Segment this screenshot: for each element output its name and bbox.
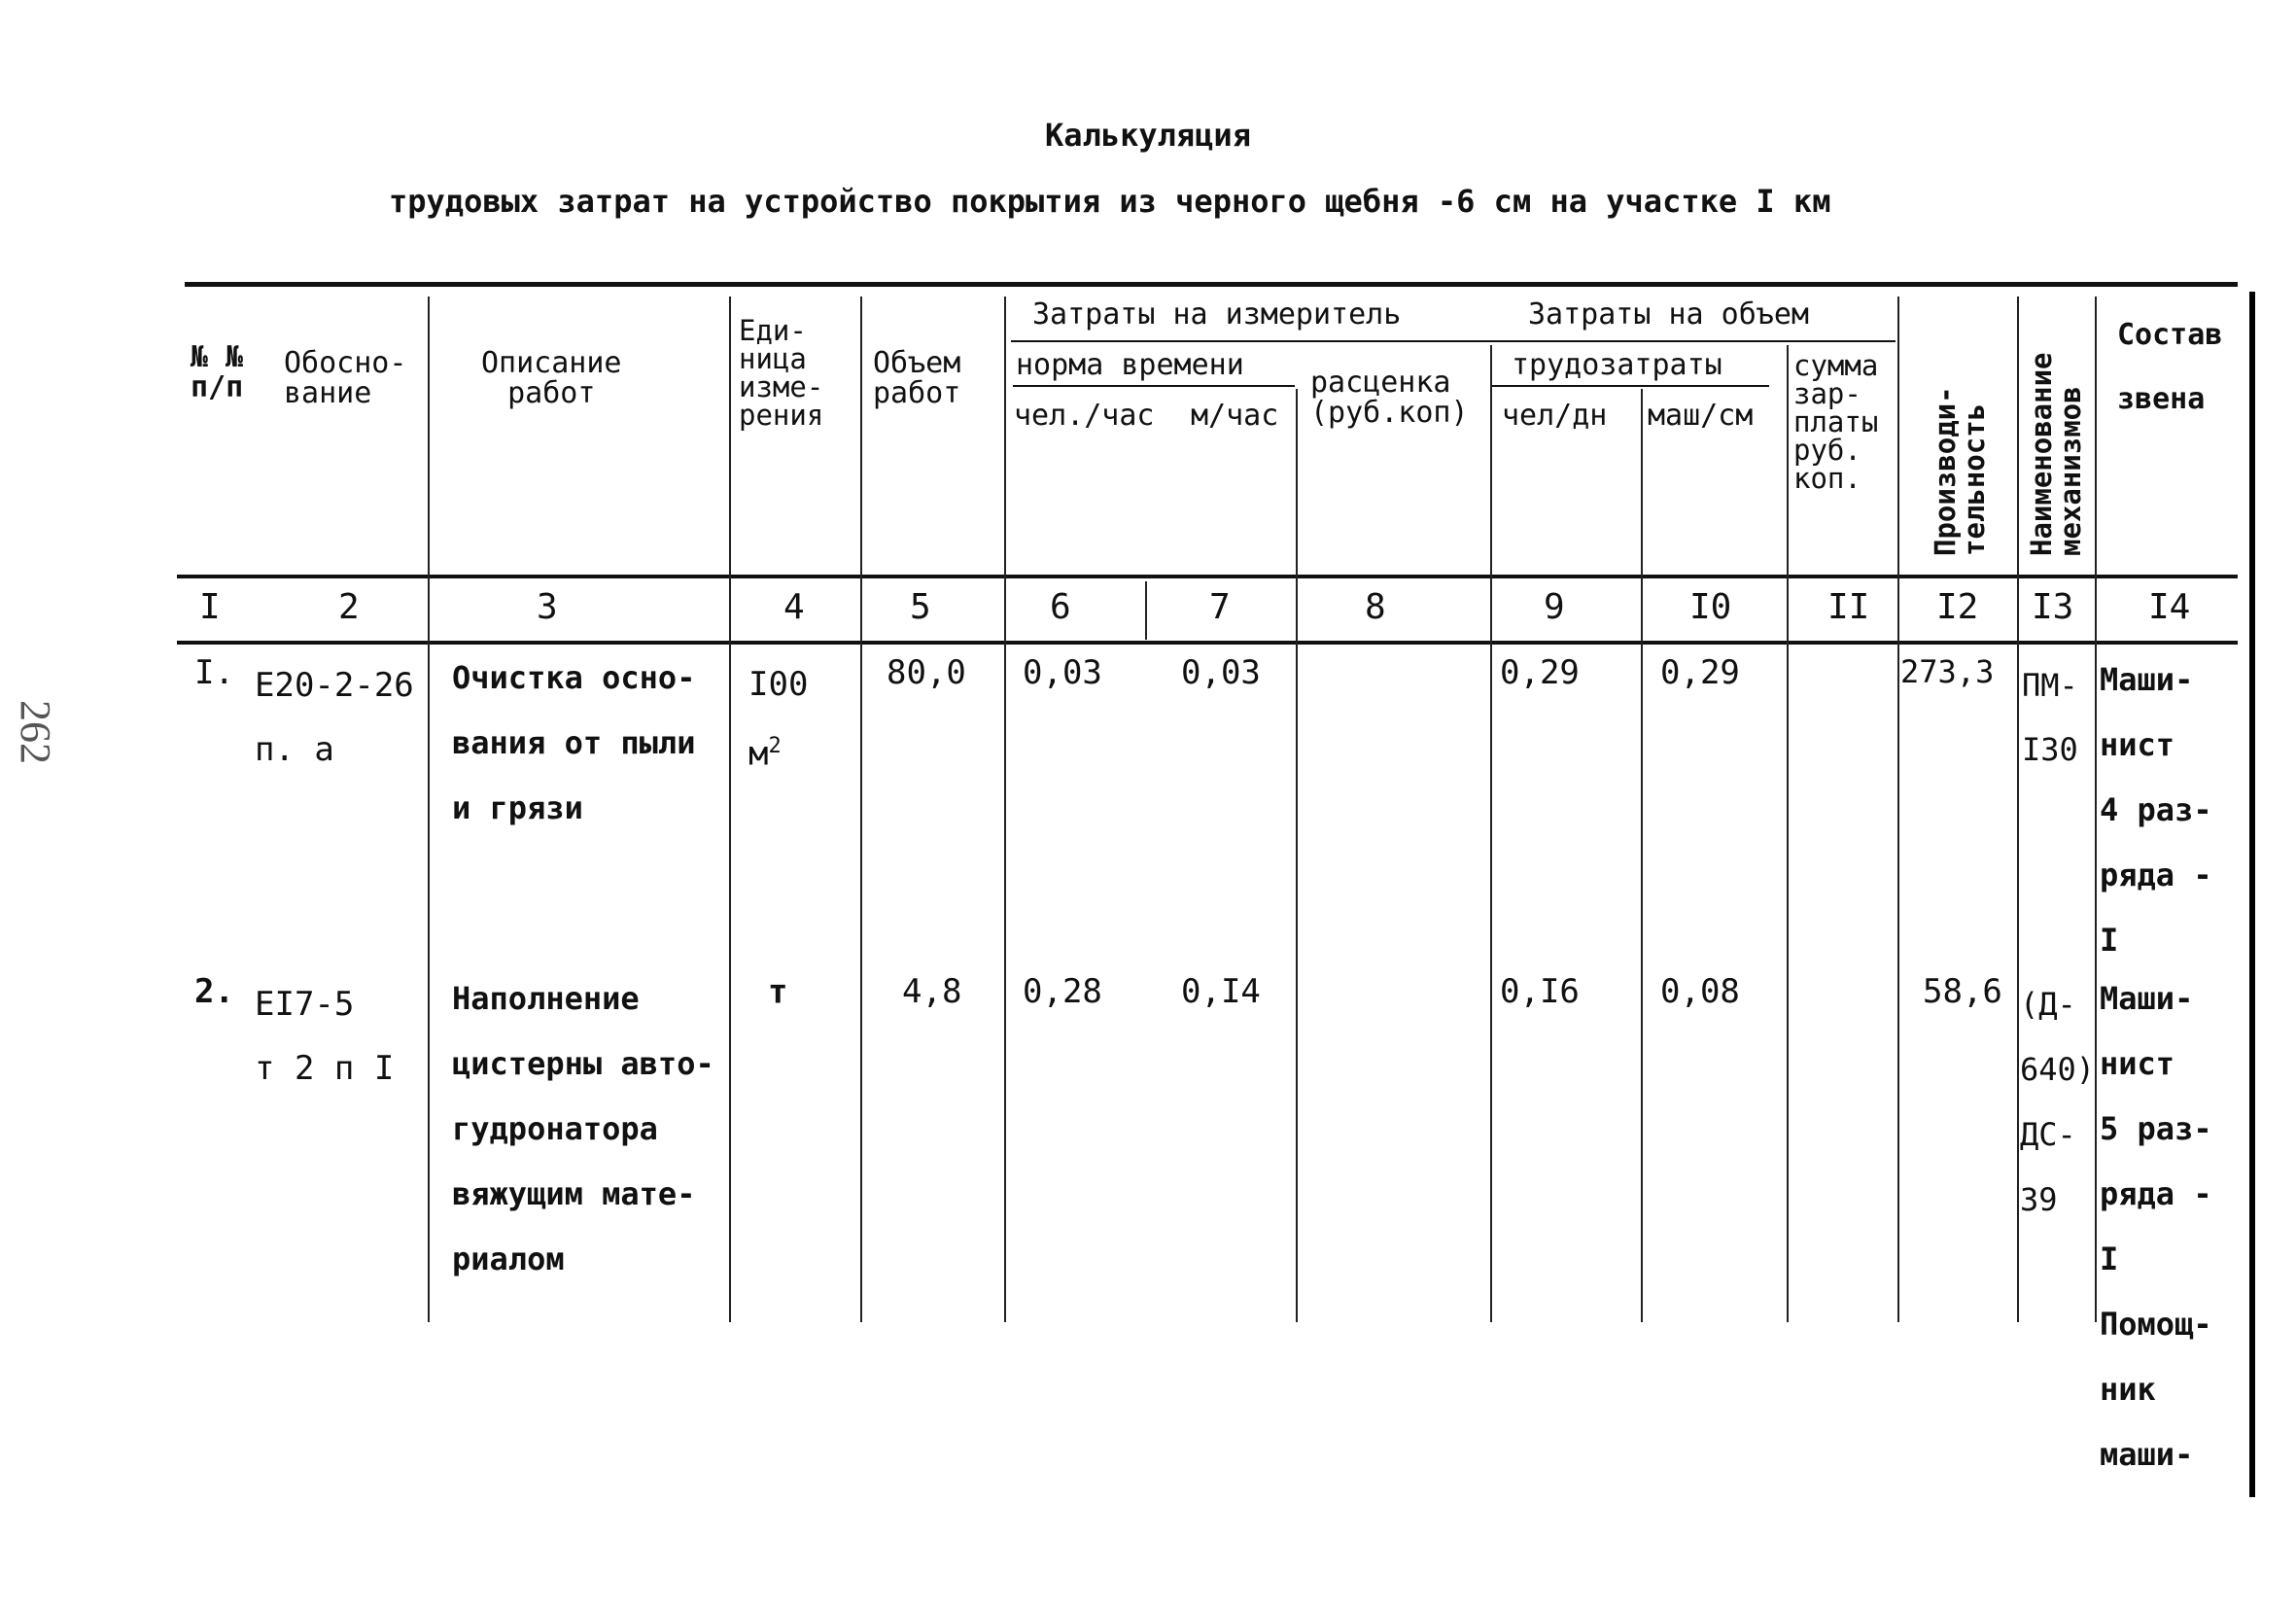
header-machine-shifts: маш/см (1648, 399, 1754, 433)
header-labor: трудозатраты (1512, 348, 1722, 382)
row-productivity: 273,3 (1900, 653, 1995, 690)
colnum-11: II (1827, 587, 1870, 627)
row-crew: Маши- нист 4 раз- ряда - I (2100, 661, 2212, 959)
row-number: I. (194, 653, 234, 692)
table-right-edge (2249, 292, 2255, 1497)
header-man-days: чел/дн (1502, 399, 1608, 433)
col-divider-13 (2017, 297, 2019, 1322)
col-divider-7 (1145, 581, 1147, 640)
colnum-12: I2 (1936, 587, 1979, 627)
colnum-10: I0 (1689, 587, 1732, 627)
row-volume: 80,0 (887, 653, 966, 692)
col-divider-10 (1641, 389, 1643, 1322)
row-mechanism: (Д- 640) ДС- 39 (2020, 986, 2096, 1218)
row-basis: Е20-2-26 п. а (255, 666, 414, 769)
header-row-number: № № п/п (191, 340, 244, 404)
colnum-6: 6 (1050, 587, 1071, 627)
colnum-2: 2 (338, 587, 360, 627)
col-divider-9 (1490, 345, 1492, 1322)
colnum-14: I4 (2148, 587, 2191, 627)
col-divider-3 (428, 297, 430, 1322)
header-unit: Еди- ница изме- рения (739, 314, 824, 432)
row-man-days: 0,29 (1500, 653, 1580, 692)
numbers-bottom-rule (177, 641, 2238, 645)
norm-time-rule (1013, 385, 1295, 387)
row-description: Наполнение цистерны авто- гудронатора вяжущим мате- риалом (452, 980, 714, 1277)
margin-page-number: 262 (12, 700, 59, 764)
col-divider-5 (860, 297, 862, 1322)
row-man-hour: 0,28 (1023, 972, 1102, 1011)
row-machine-hour: 0,03 (1181, 653, 1261, 692)
document-subtitle: трудовых затрат на устройство покрытия из черного щебня -6 см на участке I км (389, 183, 1831, 220)
header-rate: расценка (руб.коп) (1310, 366, 1469, 430)
row-basis: ЕI7-5 т 2 п I (255, 985, 395, 1088)
row-unit: I00 $м^2$ (748, 665, 809, 774)
col-divider-4 (729, 297, 731, 1322)
header-man-hour: чел./час (1014, 399, 1155, 433)
volume-group-rule (1492, 340, 1896, 342)
colnum-8: 8 (1365, 587, 1386, 627)
header-measure-group: Затраты на измеритель (1032, 297, 1402, 332)
header-wage-sum: сумма зар- платы руб. коп. (1793, 349, 1879, 495)
colnum-7: 7 (1209, 587, 1231, 627)
col-divider-11 (1787, 345, 1789, 1322)
header-mechanisms: Наименование механизмов (2025, 352, 2087, 556)
row-machine-hour: 0,I4 (1181, 972, 1261, 1011)
row-machine-shifts: 0,29 (1660, 653, 1740, 692)
row-volume: 4,8 (902, 972, 962, 1011)
measure-group-rule (1011, 340, 1512, 342)
colnum-3: 3 (537, 587, 558, 627)
row-productivity: 58,6 (1923, 972, 2002, 1011)
labor-rule (1492, 385, 1769, 387)
colnum-4: 4 (783, 587, 805, 627)
header-norm-time: норма времени (1016, 348, 1244, 382)
colnum-9: 9 (1544, 587, 1565, 627)
header-crew: Состав звена (2117, 318, 2223, 416)
row-man-hour: 0,03 (1023, 653, 1102, 692)
header-bottom-rule (177, 575, 2238, 578)
row-crew: Маши- нист 5 раз- ряда - I Помощ- ник маши- (2100, 980, 2212, 1473)
col-divider-6 (1004, 297, 1006, 1322)
header-basis: Обосно- вание (284, 346, 407, 410)
header-productivity: Производи- тельность (1929, 386, 1991, 556)
colnum-13: I3 (2032, 587, 2074, 627)
header-description: Описание работ (481, 346, 622, 410)
row-mechanism: ПМ- I30 (2022, 667, 2078, 768)
colnum-1: I (199, 587, 221, 627)
table-top-rule (185, 282, 2238, 287)
row-description: Очистка осно- вания от пыли и грязи (452, 659, 696, 826)
header-volume: Объем работ (873, 346, 961, 410)
header-machine-hour: м/час (1191, 399, 1279, 433)
colnum-5: 5 (910, 587, 931, 627)
row-unit: т (768, 972, 788, 1012)
document-title: Калькуляция (1045, 117, 1251, 154)
header-volume-group: Затраты на объем (1528, 297, 1809, 332)
row-number: 2. (194, 972, 234, 1011)
col-divider-12 (1897, 297, 1899, 1322)
row-man-days: 0,I6 (1500, 972, 1580, 1011)
col-divider-14 (2095, 297, 2097, 1322)
row-machine-shifts: 0,08 (1660, 972, 1740, 1011)
col-divider-8 (1296, 389, 1298, 1322)
